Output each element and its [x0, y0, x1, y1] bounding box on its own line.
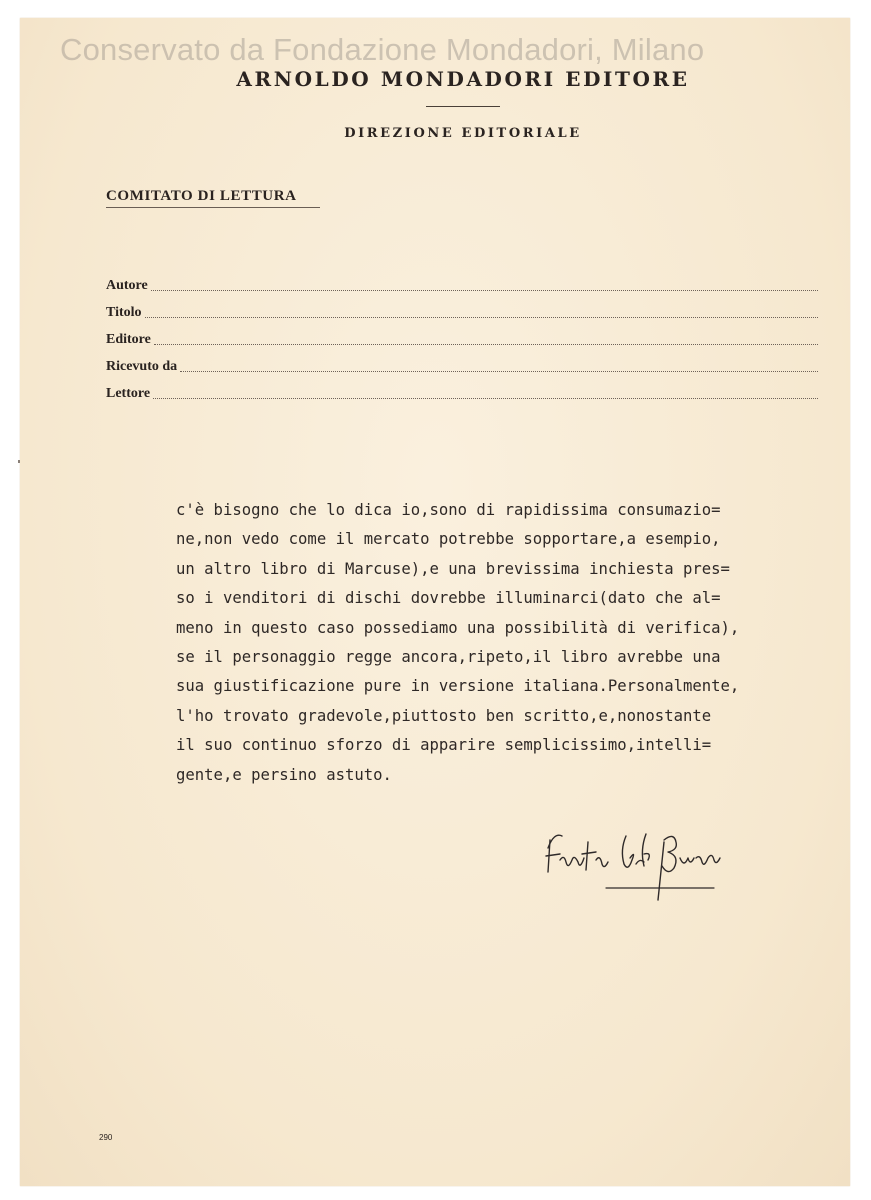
- handwritten-signature: [540, 820, 740, 910]
- department-heading: DIREZIONE EDITORIALE: [344, 126, 582, 141]
- report-line: un altro libro di Marcuse),e una brevissima inchiesta pres=: [176, 559, 730, 578]
- form-field-label: Lettore: [106, 386, 151, 401]
- dotted-line: [180, 370, 818, 372]
- form-field-lettore: [106, 385, 818, 403]
- typewritten-report: [176, 500, 816, 794]
- report-line: c'è bisogno che lo dica io,sono di rapidissima consumazio=: [176, 501, 721, 519]
- dotted-line: [153, 397, 818, 399]
- report-line: se il personaggio regge ancora,ripeto,il libro avrebbe una: [176, 647, 721, 666]
- report-line: gente,e persino astuto.: [176, 765, 392, 784]
- section-title: COMITATO DI LETTURA: [106, 188, 320, 208]
- report-line: il suo continuo sforzo di apparire semplicissimo,intelli=: [176, 736, 712, 755]
- heading-divider: [426, 106, 500, 107]
- report-line: l'ho trovato gradevole,piuttosto ben scritto,e,nonostante: [176, 706, 712, 725]
- form-field-label: Autore: [106, 278, 148, 293]
- report-line: so i venditori di dischi dovrebbe illuminarci(dato che al=: [176, 589, 721, 608]
- report-line: ne,non vedo come il mercato potrebbe sopportare,a esempio,: [176, 530, 721, 549]
- archive-watermark: Conservato da Fondazione Mondadori, Milano: [60, 32, 705, 67]
- publisher-heading: ARNOLDO MONDADORI EDITORE: [236, 67, 690, 91]
- dotted-line: [145, 316, 818, 318]
- report-line: meno in questo caso possediamo una possibilità di verifica),: [176, 618, 740, 637]
- dotted-line: [151, 289, 818, 291]
- form-field-editore: [106, 331, 818, 349]
- form-field-ricevuto-da: [106, 358, 818, 376]
- page-number: 290: [99, 1133, 113, 1142]
- margin-mark: [18, 460, 20, 463]
- form-field-autore: [106, 277, 818, 295]
- dotted-line: [154, 343, 818, 345]
- form-field-label: Editore: [106, 332, 151, 347]
- report-line: sua giustificazione pure in versione italiana.Personalmente,: [176, 677, 740, 696]
- form-field-label: Titolo: [106, 305, 142, 320]
- form-field-label: Ricevuto da: [106, 359, 178, 374]
- form-field-titolo: [106, 304, 818, 322]
